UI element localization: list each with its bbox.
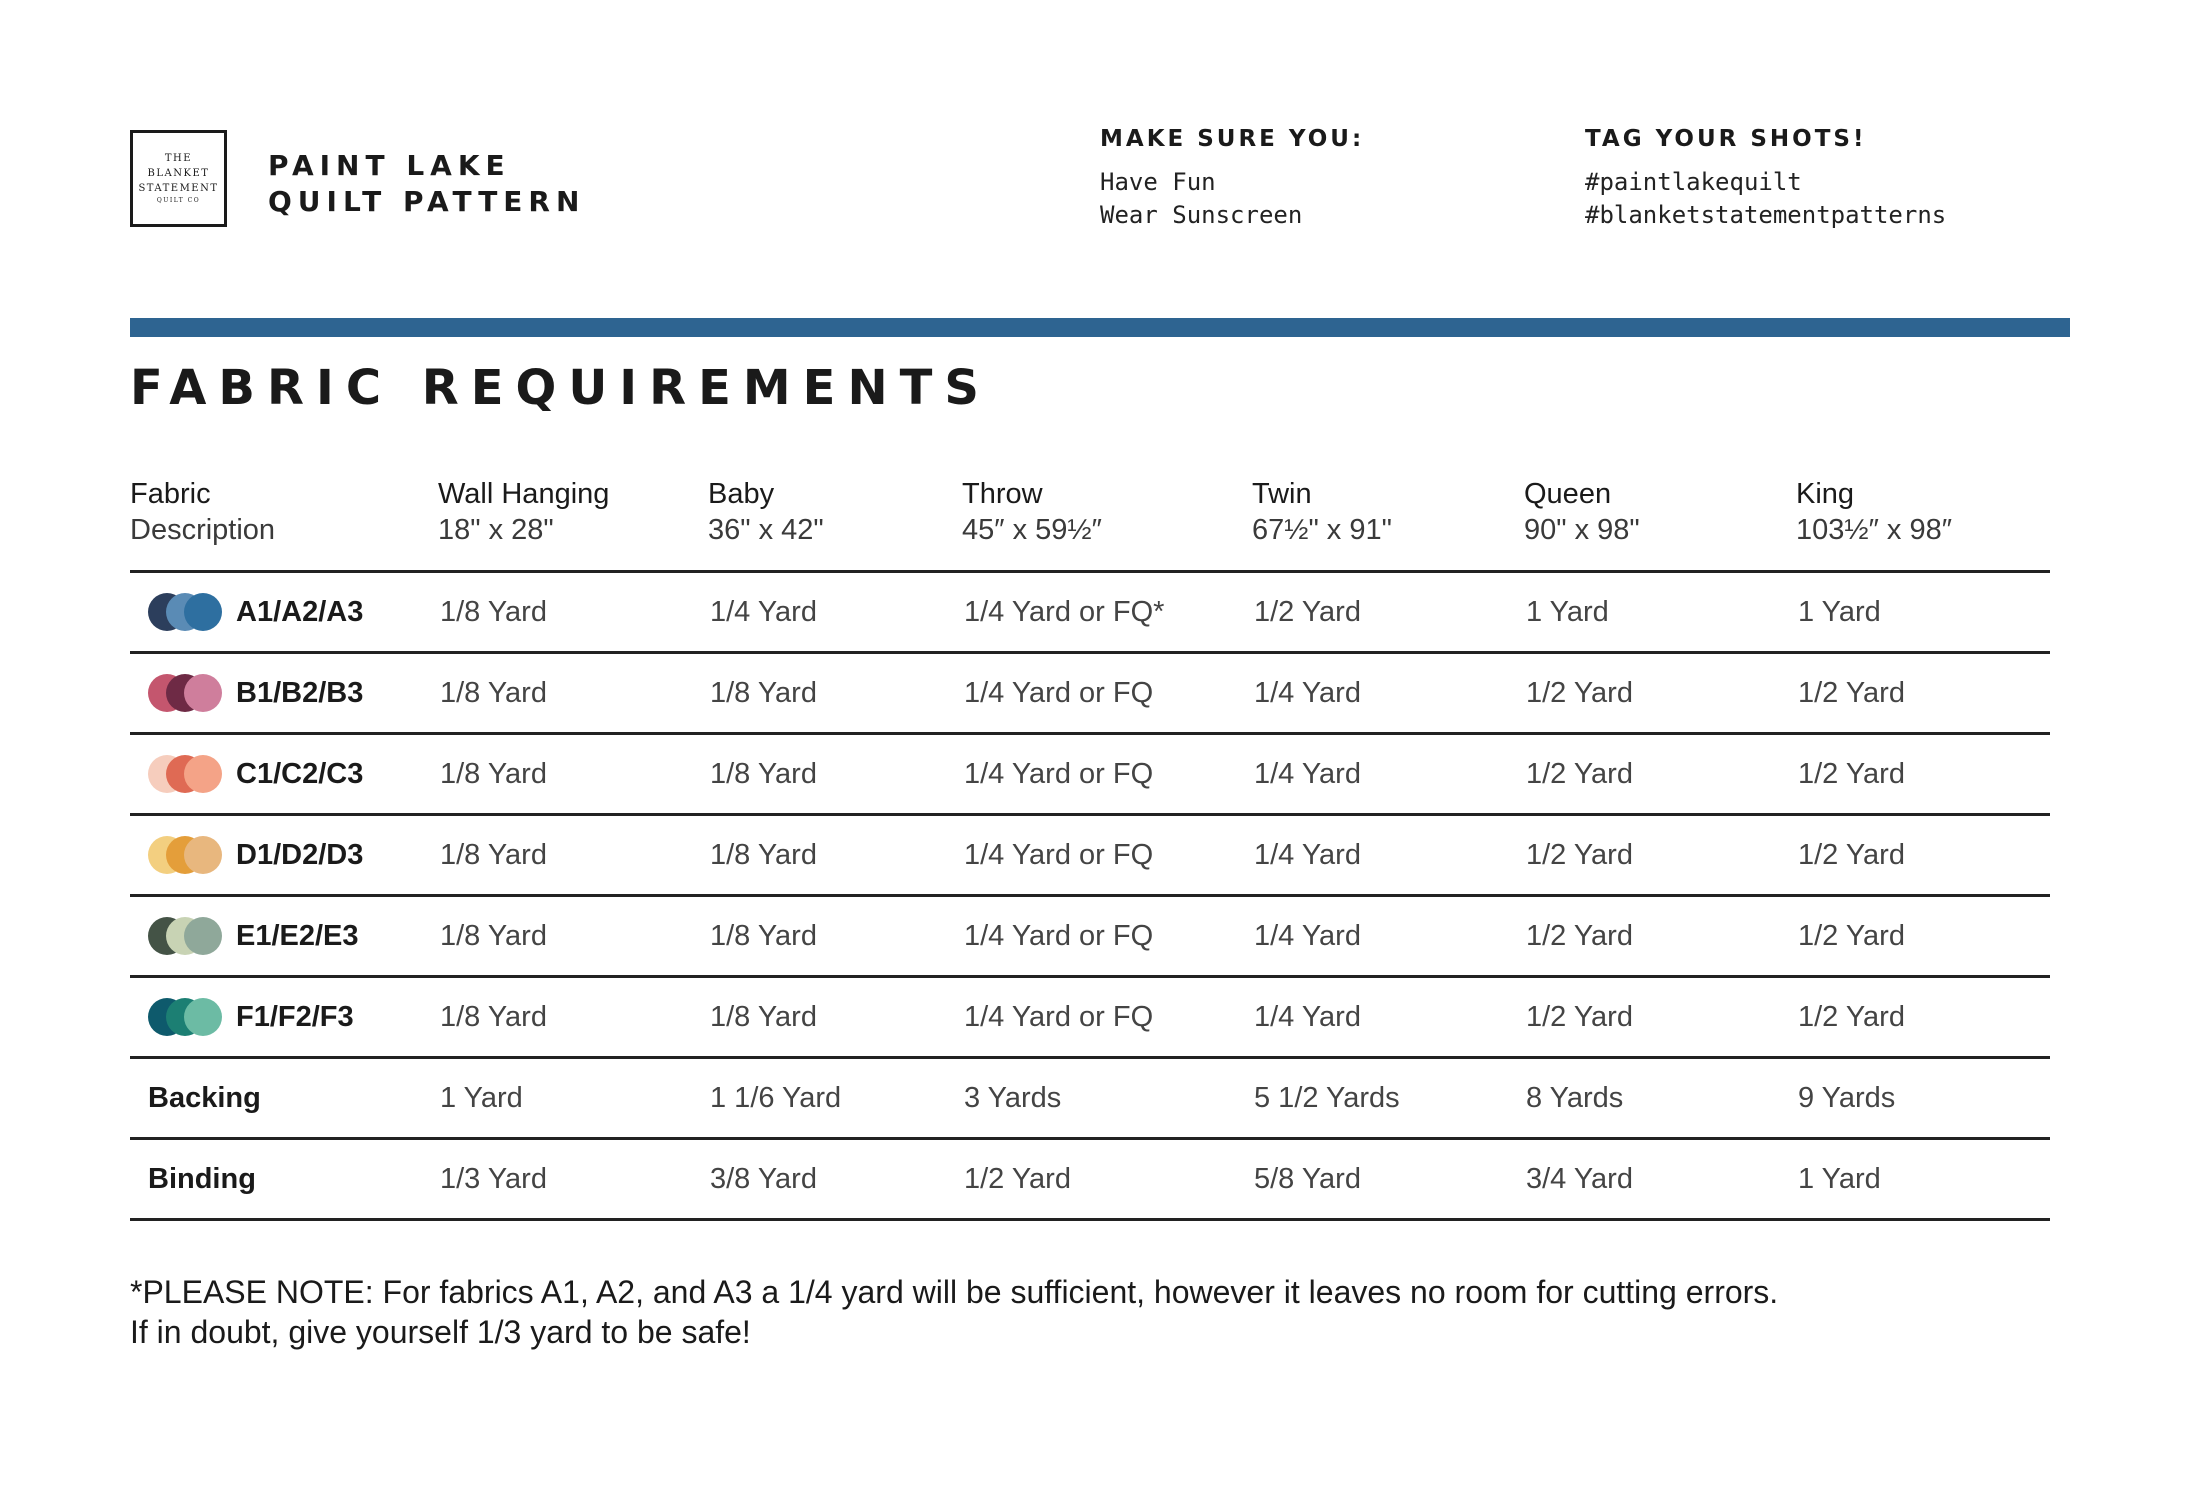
note-line-2: If in doubt, give yourself 1/3 yard to be safe!	[130, 1314, 751, 1350]
color-swatch-dot	[184, 998, 222, 1036]
table-header-row	[130, 470, 2050, 573]
yardage-cell: 1/4 Yard	[1254, 1001, 1361, 1033]
color-swatch-group	[148, 998, 222, 1036]
yardage-cell: 1/4 Yard	[1254, 920, 1361, 952]
yardage-cell: 1 Yard	[1798, 596, 1881, 628]
tag-shots-block	[1585, 124, 1946, 232]
yardage-cell: 1/4 Yard or FQ	[964, 758, 1154, 790]
fabric-requirements-table	[130, 470, 2050, 1221]
yardage-cell: 1/4 Yard	[1254, 839, 1361, 871]
yardage-cell: 9 Yards	[1798, 1082, 1896, 1114]
fabric-label: Binding	[148, 1163, 256, 1195]
brand-logo	[130, 130, 227, 227]
yardage-cell: 1/4 Yard or FQ	[964, 920, 1154, 952]
color-swatch-group	[148, 917, 222, 955]
fabric-label: E1/E2/E3	[236, 920, 359, 952]
yardage-cell: 1 Yard	[1526, 596, 1609, 628]
fabric-cell	[148, 1059, 261, 1137]
yardage-cell: 3 Yards	[964, 1082, 1062, 1114]
make-sure-item: Wear Sunscreen	[1100, 201, 1303, 229]
column-header-name: Throw	[962, 478, 1043, 510]
yardage-cell: 1/2 Yard	[1526, 1001, 1633, 1033]
yardage-cell: 1/2 Yard	[1798, 758, 1905, 790]
logo-text-line: BLANKET	[147, 168, 210, 179]
yardage-cell: 1/8 Yard	[440, 920, 547, 952]
yardage-cell: 1/2 Yard	[1526, 839, 1633, 871]
color-swatch-group	[148, 755, 222, 793]
yardage-cell: 1/4 Yard	[1254, 677, 1361, 709]
yardage-cell: 1/8 Yard	[440, 1001, 547, 1033]
fabric-label: C1/C2/C3	[236, 758, 364, 790]
hashtag: #paintlakequilt	[1585, 168, 1802, 196]
hashtag: #blanketstatementpatterns	[1585, 201, 1947, 229]
column-header-size: 36" x 42"	[708, 514, 824, 546]
pattern-title-line-2: QUILT PATTERN	[268, 185, 586, 218]
yardage-cell: 1/4 Yard	[710, 596, 817, 628]
table-row-a1-a2-a3	[130, 573, 2050, 654]
yardage-cell: 1/4 Yard or FQ	[964, 677, 1154, 709]
column-header-size: Description	[130, 514, 276, 546]
column-header-size: 67½" x 91"	[1252, 514, 1392, 546]
table-row-d1-d2-d3	[130, 816, 2050, 897]
fabric-label: B1/B2/B3	[236, 677, 364, 709]
tag-shots-heading: TAG YOUR SHOTS!	[1585, 126, 1867, 152]
yardage-cell: 1/8 Yard	[710, 1001, 817, 1033]
table-row-c1-c2-c3	[130, 735, 2050, 816]
yardage-cell: 1 1/6 Yard	[710, 1082, 842, 1114]
yardage-cell: 1/8 Yard	[440, 677, 547, 709]
fabric-cell	[148, 1140, 256, 1218]
logo-text-line: QUILT CO	[156, 197, 201, 204]
table-row-b1-b2-b3	[130, 654, 2050, 735]
yardage-cell: 1/8 Yard	[710, 920, 817, 952]
fabric-cell	[148, 573, 363, 651]
color-swatch-group	[148, 674, 222, 712]
yardage-cell: 1 Yard	[1798, 1163, 1881, 1195]
column-header-wall-hanging	[438, 476, 609, 548]
color-swatch-dot	[184, 674, 222, 712]
accent-rule-bar	[130, 318, 2070, 337]
color-swatch-group	[148, 593, 222, 631]
fabric-cell	[148, 735, 363, 813]
table-row-e1-e2-e3	[130, 897, 2050, 978]
yardage-cell: 1/2 Yard	[1798, 920, 1905, 952]
yardage-cell: 1/3 Yard	[440, 1163, 547, 1195]
column-header-size: 18" x 28"	[438, 514, 554, 546]
yardage-cell: 1/2 Yard	[1526, 920, 1633, 952]
yardage-cell: 5/8 Yard	[1254, 1163, 1361, 1195]
yardage-cell: 1/8 Yard	[710, 677, 817, 709]
note	[130, 1272, 1778, 1352]
column-header-king	[1796, 476, 1952, 548]
column-header-name: Fabric	[130, 478, 211, 510]
table-row-backing	[130, 1059, 2050, 1140]
yardage-cell: 5 1/2 Yards	[1254, 1082, 1400, 1114]
make-sure-heading: MAKE SURE YOU:	[1100, 126, 1365, 152]
column-header-name: Baby	[708, 478, 775, 510]
column-header-name: King	[1796, 478, 1855, 510]
column-header-twin	[1252, 476, 1392, 548]
yardage-cell: 1/4 Yard	[1254, 758, 1361, 790]
yardage-cell: 1/2 Yard	[1254, 596, 1361, 628]
column-header-name: Queen	[1524, 478, 1612, 510]
yardage-cell: 1/2 Yard	[1798, 677, 1905, 709]
fabric-cell	[148, 897, 359, 975]
yardage-cell: 1/4 Yard or FQ	[964, 1001, 1154, 1033]
color-swatch-dot	[184, 755, 222, 793]
table-row-binding	[130, 1140, 2050, 1221]
fabric-label: Backing	[148, 1082, 261, 1114]
fabric-label: D1/D2/D3	[236, 839, 364, 871]
pattern-title	[268, 148, 585, 220]
yardage-cell: 1/2 Yard	[1798, 839, 1905, 871]
yardage-cell: 1/2 Yard	[1526, 677, 1633, 709]
color-swatch-dot	[184, 917, 222, 955]
column-header-size: 90" x 98"	[1524, 514, 1640, 546]
yardage-cell: 1/8 Yard	[710, 839, 817, 871]
yardage-cell: 1/4 Yard or FQ*	[964, 596, 1165, 628]
column-header-fabric	[130, 476, 275, 548]
column-header-size: 45″ x 59½″	[962, 514, 1102, 546]
pattern-title-line-1: PAINT LAKE	[268, 149, 511, 182]
color-swatch-group	[148, 836, 222, 874]
color-swatch-dot	[184, 836, 222, 874]
logo-text-line: THE	[164, 153, 193, 164]
make-sure-block	[1100, 124, 1364, 232]
section-title: FABRIC REQUIREMENTS	[130, 360, 991, 416]
yardage-cell: 1/8 Yard	[440, 758, 547, 790]
table-row-f1-f2-f3	[130, 978, 2050, 1059]
make-sure-item: Have Fun	[1100, 168, 1216, 196]
yardage-cell: 1/8 Yard	[710, 758, 817, 790]
column-header-name: Wall Hanging	[438, 478, 610, 510]
fabric-label: F1/F2/F3	[236, 1001, 354, 1033]
column-header-size: 103½″ x 98″	[1796, 514, 1952, 546]
yardage-cell: 3/8 Yard	[710, 1163, 817, 1195]
yardage-cell: 1/2 Yard	[1798, 1001, 1905, 1033]
column-header-baby	[708, 476, 824, 548]
yardage-cell: 1/2 Yard	[1526, 758, 1633, 790]
fabric-cell	[148, 978, 354, 1056]
yardage-cell: 3/4 Yard	[1526, 1163, 1633, 1195]
column-header-name: Twin	[1252, 478, 1312, 510]
yardage-cell: 8 Yards	[1526, 1082, 1624, 1114]
color-swatch-dot	[184, 593, 222, 631]
yardage-cell: 1/8 Yard	[440, 596, 547, 628]
column-header-throw	[962, 476, 1102, 548]
yardage-cell: 1/2 Yard	[964, 1163, 1071, 1195]
fabric-label: A1/A2/A3	[236, 596, 364, 628]
yardage-cell: 1/8 Yard	[440, 839, 547, 871]
fabric-cell	[148, 816, 363, 894]
fabric-cell	[148, 654, 363, 732]
note-line-1: *PLEASE NOTE: For fabrics A1, A2, and A3 a 1/4 yard will be sufficient, however it leaves no room for cutting errors.	[130, 1274, 1779, 1310]
column-header-queen	[1524, 476, 1640, 548]
logo-text-line: STATEMENT	[138, 183, 219, 194]
yardage-cell: 1/4 Yard or FQ	[964, 839, 1154, 871]
yardage-cell: 1 Yard	[440, 1082, 523, 1114]
